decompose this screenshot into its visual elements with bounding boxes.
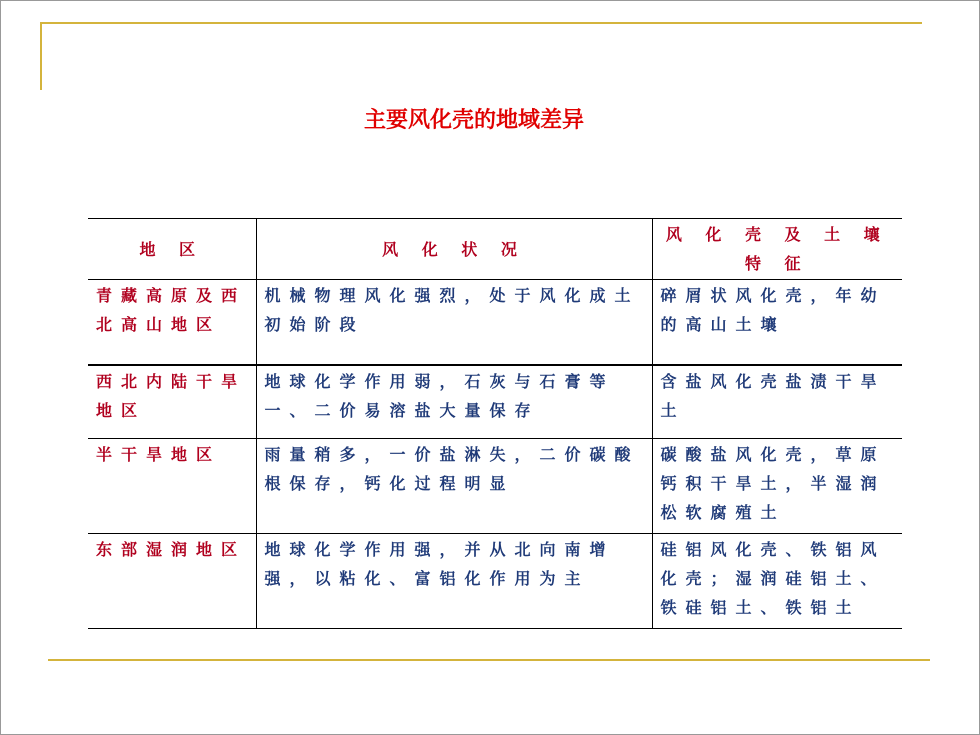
header-condition: 风 化 状 况 <box>256 219 652 280</box>
header-region: 地 区 <box>88 219 256 280</box>
table-row <box>88 280 902 366</box>
cell-region: 西北内陆干旱地区 <box>88 365 256 439</box>
table-row <box>88 439 902 534</box>
left-decor-line <box>40 22 42 90</box>
cell-feature: 硅铝风化壳、铁铝风化壳；湿润硅铝土、铁硅铝土、铁铝土 <box>652 534 902 629</box>
cell-feature: 含盐风化壳盐渍干旱土 <box>652 365 902 439</box>
table-header-row <box>88 219 902 280</box>
cell-feature: 碳酸盐风化壳，草原钙积干旱土，半湿润松软腐殖土 <box>652 439 902 534</box>
top-decor-line <box>40 22 922 24</box>
cell-condition: 雨量稍多，一价盐淋失，二价碳酸根保存，钙化过程明显 <box>256 439 652 534</box>
cell-region: 东部湿润地区 <box>88 534 256 629</box>
cell-region: 半干旱地区 <box>88 439 256 534</box>
regolith-table <box>88 218 902 629</box>
table-row <box>88 365 902 439</box>
bottom-decor-line <box>48 659 930 661</box>
header-feature: 风 化 壳 及 土 壤 特 征 <box>652 219 902 280</box>
slide-title: 主要风化壳的地域差异 <box>363 108 584 133</box>
cell-condition: 地球化学作用弱，石灰与石膏等一、二价易溶盐大量保存 <box>256 365 652 439</box>
cell-condition: 地球化学作用强，并从北向南增强，以粘化、富铝化作用为主 <box>256 534 652 629</box>
cell-region: 青藏高原及西北高山地区 <box>88 280 256 366</box>
table-row <box>88 534 902 629</box>
cell-feature: 碎屑状风化壳，年幼的高山土壤 <box>652 280 902 366</box>
cell-condition: 机械物理风化强烈，处于风化成土初始阶段 <box>256 280 652 366</box>
